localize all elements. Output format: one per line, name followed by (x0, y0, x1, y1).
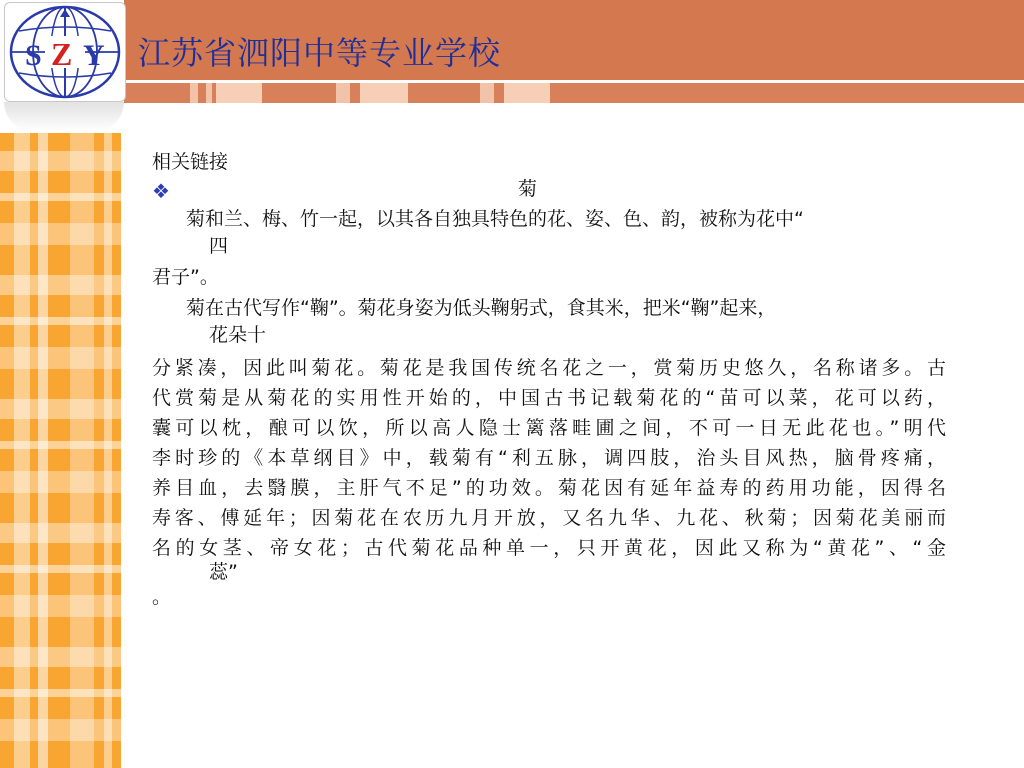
paragraph-line: 李时珍的《本草纲目》中，载菊有“利五脉，调四肢，治头目风热，脑骨疼痛， (152, 447, 946, 469)
band-block (190, 83, 198, 103)
paragraph-line: 菊在古代写作“鞠”。菊花身姿为低头鞠躬式，食其米，把米“鞠”起来， (186, 297, 777, 319)
paragraph-line: 名的女茎、帝女花；古代菊花品种单一，只开黄花，因此又称为“黄花”、“金 (152, 537, 946, 559)
paragraph-line: 。 (152, 586, 172, 608)
band-block (360, 83, 408, 103)
paragraph-line: 囊可以枕，酿可以饮，所以高人隐士篱落畦圃之间，不可一日无此花也。”明代 (152, 417, 946, 439)
school-name-title: 江苏省泗阳中等专业学校 (138, 34, 502, 72)
band-block (206, 83, 212, 103)
logo-letter-y: Y (83, 39, 105, 72)
paragraph-line: 蕊” (209, 561, 238, 583)
diamond-bullet-icon: ❖ (152, 179, 170, 203)
paragraph-line: 寿客、傅延年；因菊花在农历九月开放，又名九华、九花、秋菊；因菊花美丽而 (152, 507, 946, 529)
plaid-sidebar-decor (0, 133, 121, 768)
logo-reflection (4, 102, 124, 132)
globe-logo-icon (5, 3, 125, 101)
school-logo (4, 2, 126, 102)
section-label: 相关链接 (152, 151, 229, 173)
paragraph-line: 花朵十 (209, 324, 267, 346)
paragraph-line: 养目血，去翳膜，主肝气不足”的功效。菊花因有延年益寿的药用功能，因得名 (152, 477, 946, 499)
paragraph-line: 分紧凑，因此叫菊花。菊花是我国传统名花之一，赏菊历史悠久，名称诸多。古 (152, 357, 946, 379)
paragraph-line: 君子”。 (152, 266, 219, 288)
heading-ju: 菊 (518, 178, 538, 200)
band-block (336, 83, 350, 103)
logo-letter-s: S (25, 39, 42, 72)
bullet-heading-row (152, 176, 952, 206)
paragraph-line: 四 (209, 235, 229, 257)
band-block (480, 83, 494, 103)
band-block (216, 83, 262, 103)
logo-letter-z: Z (51, 36, 73, 72)
band-block (504, 83, 550, 103)
paragraph-line: 菊和兰、梅、竹一起，以其各自独具特色的花、姿、色、韵，被称为花中“ (186, 208, 804, 230)
content-area (152, 149, 952, 611)
header-decor-band (124, 83, 1024, 103)
paragraph-line: 代赏菊是从菊花的实用性开始的，中国古书记载菊花的“苗可以菜，花可以药， (152, 387, 946, 409)
